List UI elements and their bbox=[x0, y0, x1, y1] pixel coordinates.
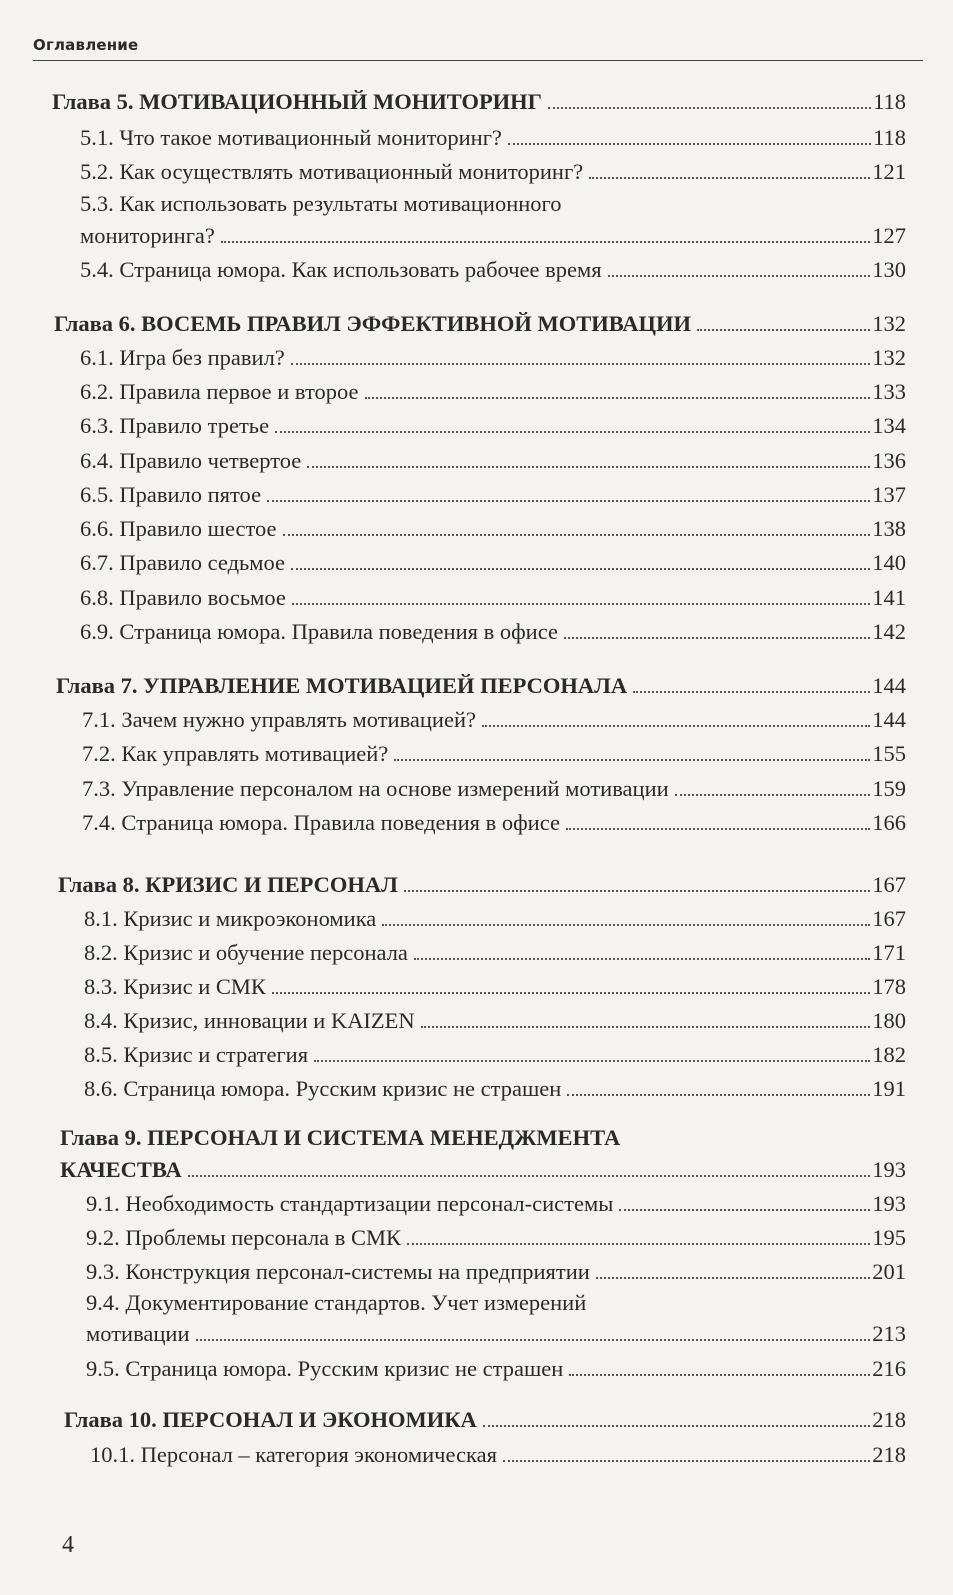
running-header: Оглавление bbox=[33, 36, 923, 61]
toc-section-entry[interactable] bbox=[80, 378, 906, 406]
toc-entry-title: 7.4. Страница юмора. Правила поведения в офисе bbox=[82, 810, 560, 835]
toc-entry-title: 8.4. Кризис, инновации и KAIZEN bbox=[84, 1008, 415, 1033]
dot-leader bbox=[508, 143, 871, 145]
toc-entry-page: 216 bbox=[872, 1356, 906, 1381]
dot-leader bbox=[272, 992, 870, 994]
dot-leader bbox=[675, 794, 871, 796]
toc-section-entry[interactable] bbox=[80, 515, 906, 543]
toc-entry-title: 9.3. Конструкция персонал-системы на предприятии bbox=[86, 1259, 590, 1284]
toc-entry-page: 182 bbox=[872, 1042, 906, 1067]
toc-entry-page: 191 bbox=[872, 1076, 906, 1101]
dot-leader bbox=[596, 1277, 870, 1279]
toc-entry-title: 8.1. Кризис и микроэкономика bbox=[84, 906, 377, 931]
toc-entry-page: 218 bbox=[872, 1442, 906, 1467]
toc-entry-title: 6.8. Правило восьмое bbox=[80, 585, 286, 610]
dot-leader bbox=[483, 1425, 870, 1427]
toc-entry-page: 133 bbox=[872, 379, 906, 404]
toc-entry-title: 7.2. Как управлять мотивацией? bbox=[82, 741, 389, 766]
toc-chapter-entry[interactable] bbox=[54, 310, 906, 338]
toc-entry-title: Глава 6. ВОСЕМЬ ПРАВИЛ ЭФФЕКТИВНОЙ МОТИВАЦИИ bbox=[54, 311, 692, 336]
toc-entry-title: 6.2. Правила первое и второе bbox=[80, 379, 359, 404]
toc-section-entry[interactable] bbox=[80, 344, 906, 372]
toc-entry-page: 193 bbox=[872, 1157, 906, 1182]
toc-entry-title: Глава 7. УПРАВЛЕНИЕ МОТИВАЦИЕЙ ПЕРСОНАЛА bbox=[56, 673, 628, 698]
toc-entry-page: 134 bbox=[872, 413, 906, 438]
toc-chapter-entry[interactable] bbox=[58, 871, 906, 899]
dot-leader bbox=[196, 1339, 871, 1341]
toc-section-entry[interactable] bbox=[80, 584, 906, 612]
toc-entry-page: 159 bbox=[872, 776, 906, 801]
dot-leader bbox=[407, 1243, 870, 1245]
toc-entry-page: 201 bbox=[872, 1259, 906, 1284]
dot-leader bbox=[394, 759, 870, 761]
page-number: 4 bbox=[62, 1532, 74, 1558]
toc-chapter-entry[interactable] bbox=[56, 672, 906, 700]
toc-entry-title-line: Глава 9. ПЕРСОНАЛ И СИСТЕМА МЕНЕДЖМЕНТА bbox=[60, 1125, 621, 1150]
toc-entry-title: 6.3. Правило третье bbox=[80, 413, 270, 438]
toc-entry-page: 121 bbox=[872, 159, 906, 184]
toc-entry-page: 144 bbox=[872, 707, 906, 732]
dot-leader bbox=[633, 691, 870, 693]
toc-section-entry[interactable] bbox=[86, 1355, 906, 1383]
dot-leader bbox=[404, 890, 870, 892]
toc-entry-page: 167 bbox=[872, 906, 906, 931]
toc-entry-title: 8.5. Кризис и стратегия bbox=[84, 1042, 309, 1067]
toc-entry-title: 6.4. Правило четвертое bbox=[80, 448, 302, 473]
toc-section-entry[interactable] bbox=[80, 618, 906, 646]
dot-leader bbox=[291, 568, 870, 570]
dot-leader bbox=[414, 958, 870, 960]
toc-entry-page: 132 bbox=[872, 311, 906, 336]
dot-leader bbox=[307, 466, 870, 468]
toc-entry-page: 155 bbox=[872, 741, 906, 766]
dot-leader bbox=[566, 828, 870, 830]
toc-entry-page: 130 bbox=[872, 257, 906, 282]
toc-entry-title: 5.4. Страница юмора. Как использовать рабочее время bbox=[80, 257, 602, 282]
toc-entry-title: 5.1. Что такое мотивационный мониторинг? bbox=[80, 125, 502, 150]
toc-entry-title: мотивации bbox=[86, 1321, 190, 1346]
dot-leader bbox=[267, 500, 870, 502]
dot-leader bbox=[564, 637, 870, 639]
toc-entry-title: 6.6. Правило шестое bbox=[80, 516, 277, 541]
dot-leader bbox=[221, 241, 870, 243]
toc-entry-title: 6.7. Правило седьмое bbox=[80, 550, 286, 575]
toc-entry-title: 9.2. Проблемы персонала в СМК bbox=[86, 1225, 402, 1250]
dot-leader bbox=[292, 603, 870, 605]
toc-entry-page: 213 bbox=[872, 1321, 906, 1346]
toc-section-entry[interactable] bbox=[80, 481, 906, 509]
dot-leader bbox=[697, 329, 870, 331]
dot-leader bbox=[421, 1026, 871, 1028]
dot-leader bbox=[275, 431, 870, 433]
toc-section-entry[interactable] bbox=[84, 1007, 906, 1035]
toc-entry-title: 6.1. Игра без правил? bbox=[80, 345, 285, 370]
toc-entry-page: 118 bbox=[873, 125, 906, 150]
toc-chapter-entry[interactable] bbox=[64, 1406, 906, 1434]
toc-entry-title: 6.5. Правило пятое bbox=[80, 482, 262, 507]
toc-entry-page: 195 bbox=[872, 1225, 906, 1250]
toc-entry-page: 136 bbox=[872, 448, 906, 473]
toc-entry-title: 8.6. Страница юмора. Русским кризис не страшен bbox=[84, 1076, 562, 1101]
toc-entry-title: 9.5. Страница юмора. Русским кризис не страшен bbox=[86, 1356, 564, 1381]
toc-section-entry[interactable] bbox=[84, 1075, 906, 1103]
toc-entry-page: 166 bbox=[872, 810, 906, 835]
toc-chapter-entry[interactable] bbox=[60, 1156, 906, 1184]
toc-section-entry[interactable] bbox=[82, 775, 906, 803]
toc-section-entry[interactable] bbox=[80, 549, 906, 577]
toc-entry-page: 137 bbox=[872, 482, 906, 507]
toc-entry-title: 10.1. Персонал – категория экономическая bbox=[90, 1442, 497, 1467]
toc-chapter-entry[interactable] bbox=[52, 88, 906, 116]
toc-entry-page: 180 bbox=[872, 1008, 906, 1033]
toc-entry-page: 118 bbox=[873, 89, 906, 114]
toc-section-entry[interactable] bbox=[84, 973, 906, 1001]
dot-leader bbox=[365, 397, 871, 399]
toc-section-entry[interactable] bbox=[82, 809, 906, 837]
toc-entry-page: 167 bbox=[872, 872, 906, 897]
dot-leader bbox=[291, 363, 870, 365]
toc-entry-title: 5.2. Как осуществлять мотивационный мониторинг? bbox=[80, 159, 584, 184]
toc-entry-page: 140 bbox=[872, 550, 906, 575]
toc-section-entry[interactable] bbox=[80, 412, 906, 440]
dot-leader bbox=[589, 177, 870, 179]
toc-entry-page: 142 bbox=[872, 619, 906, 644]
toc-entry-title: 7.1. Зачем нужно управлять мотивацией? bbox=[82, 707, 476, 732]
toc-entry-page: 141 bbox=[872, 585, 906, 610]
dot-leader bbox=[503, 1460, 870, 1462]
toc-section-entry[interactable] bbox=[86, 1258, 906, 1286]
toc-section-entry[interactable] bbox=[90, 1441, 906, 1469]
toc-entry-title-line: 5.3. Как использовать результаты мотивационного bbox=[80, 191, 562, 216]
dot-leader bbox=[382, 924, 870, 926]
toc-section-entry[interactable] bbox=[84, 905, 906, 933]
toc-entry-title-line: 9.4. Документирование стандартов. Учет измерений bbox=[86, 1290, 587, 1315]
toc-entry-title: мониторинга? bbox=[80, 223, 215, 248]
dot-leader bbox=[619, 1209, 870, 1211]
toc-entry-title: 7.3. Управление персоналом на основе измерений мотивации bbox=[82, 776, 669, 801]
dot-leader bbox=[569, 1374, 870, 1376]
toc-entry-title: 8.2. Кризис и обучение персонала bbox=[84, 940, 408, 965]
toc-section-entry[interactable] bbox=[80, 447, 906, 475]
toc-entry-title: 9.1. Необходимость стандартизации персонал-системы bbox=[86, 1191, 614, 1216]
toc-section-entry[interactable] bbox=[82, 740, 906, 768]
dot-leader bbox=[548, 107, 871, 109]
toc-section-entry[interactable] bbox=[82, 706, 906, 734]
toc-entry-title: КАЧЕСТВА bbox=[60, 1157, 182, 1182]
toc-entry-page: 127 bbox=[872, 223, 906, 248]
toc-entry-title: 6.9. Страница юмора. Правила поведения в офисе bbox=[80, 619, 558, 644]
toc-entry-title: 8.3. Кризис и СМК bbox=[84, 974, 266, 999]
toc-entry-page: 178 bbox=[872, 974, 906, 999]
toc-section-entry[interactable] bbox=[80, 222, 906, 250]
dot-leader bbox=[314, 1060, 870, 1062]
toc-section-entry[interactable] bbox=[80, 124, 906, 152]
dot-leader bbox=[482, 725, 870, 727]
toc-section-entry[interactable] bbox=[84, 1041, 906, 1069]
toc-entry-page: 218 bbox=[872, 1407, 906, 1432]
dot-leader bbox=[283, 534, 871, 536]
toc-section-entry[interactable] bbox=[86, 1320, 906, 1348]
toc-entry-title: Глава 8. КРИЗИС И ПЕРСОНАЛ bbox=[58, 872, 398, 897]
toc-entry-title: Глава 5. МОТИВАЦИОННЫЙ МОНИТОРИНГ bbox=[52, 89, 543, 114]
toc-section-entry[interactable] bbox=[80, 158, 906, 186]
toc-entry-page: 171 bbox=[872, 940, 906, 965]
toc-entry-page: 193 bbox=[872, 1191, 906, 1216]
toc-section-entry[interactable] bbox=[86, 1190, 906, 1218]
toc-entry-page: 144 bbox=[872, 673, 906, 698]
toc-section-entry[interactable] bbox=[86, 1224, 906, 1252]
dot-leader bbox=[188, 1175, 870, 1177]
dot-leader bbox=[608, 275, 871, 277]
toc-entry-title: Глава 10. ПЕРСОНАЛ И ЭКОНОМИКА bbox=[64, 1407, 477, 1432]
toc-entry-page: 132 bbox=[872, 345, 906, 370]
dot-leader bbox=[567, 1094, 870, 1096]
toc-section-entry[interactable] bbox=[84, 939, 906, 967]
toc-entry-page: 138 bbox=[872, 516, 906, 541]
toc-section-entry[interactable] bbox=[80, 256, 906, 284]
